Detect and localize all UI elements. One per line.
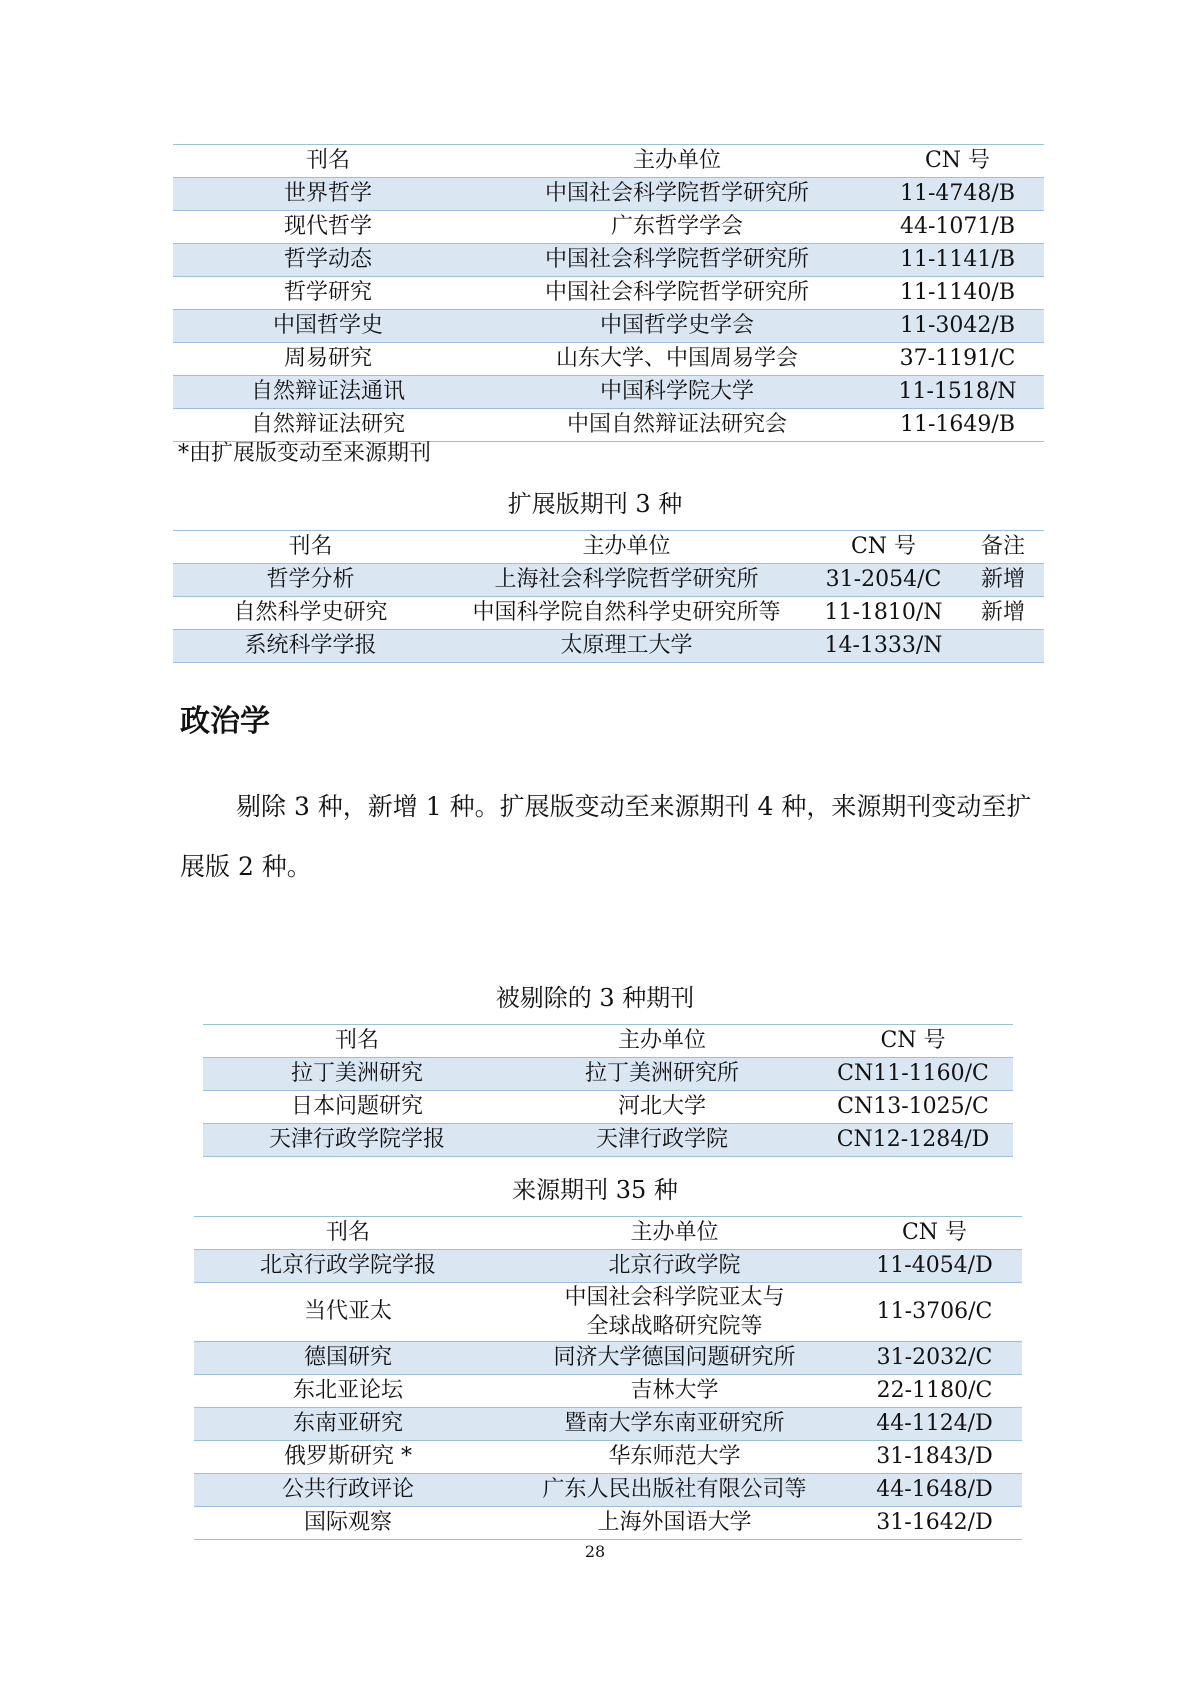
table-cell: 公共行政评论 bbox=[194, 1474, 502, 1507]
table-cell: 自然科学史研究 bbox=[233, 600, 388, 625]
table-note: *由扩展版变动至来源期刊 bbox=[178, 441, 432, 466]
table-cell: 太原理工大学 bbox=[448, 630, 805, 663]
table-cell: 37-1191/C bbox=[899, 346, 1016, 371]
table-cell: 山东大学、中国周易学会 bbox=[555, 346, 798, 371]
table-cell: 俄罗斯研究 * bbox=[284, 1444, 412, 1469]
column-header: CN 号 bbox=[924, 148, 991, 173]
table-cell: 北京行政学院 bbox=[502, 1250, 847, 1283]
table-row bbox=[173, 630, 1044, 663]
table-cell: 中国社会科学院哲学研究所 bbox=[483, 244, 871, 277]
column-header: 主办单位 bbox=[617, 1028, 706, 1053]
table-cell: 11-1810/N bbox=[824, 600, 943, 625]
philosophy-source-table bbox=[173, 144, 1044, 442]
journal-table bbox=[173, 530, 1044, 663]
table-cell: 拉丁美洲研究 bbox=[203, 1058, 511, 1091]
table-cell: 天津行政学院学报 bbox=[203, 1124, 511, 1157]
table-cell: 德国研究 bbox=[194, 1342, 502, 1375]
table-row bbox=[194, 1342, 1022, 1375]
table-row bbox=[194, 1441, 1022, 1474]
table-row bbox=[194, 1474, 1022, 1507]
table-cell: 11-3042/B bbox=[871, 310, 1044, 343]
table-cell: 中国哲学史 bbox=[173, 310, 483, 343]
column-header: 主办单位 bbox=[632, 148, 721, 173]
table-cell: 11-4748/B bbox=[871, 178, 1044, 211]
table-cell: CN13-1025/C bbox=[837, 1094, 989, 1119]
table-cell: 11-1649/B bbox=[900, 412, 1015, 437]
table-cell: 31-1642/D bbox=[876, 1510, 993, 1535]
table-cell: 自然辩证法研究 bbox=[250, 412, 405, 437]
table-cell: 11-1518/N bbox=[871, 376, 1044, 409]
table-row bbox=[173, 597, 1044, 630]
table-cell: 哲学动态 bbox=[173, 244, 483, 277]
table-cell: CN12-1284/D bbox=[813, 1124, 1013, 1157]
table-cell: 华东师范大学 bbox=[608, 1444, 741, 1469]
table-cell: 系统科学学报 bbox=[173, 630, 448, 663]
table-row bbox=[173, 310, 1044, 343]
table-row bbox=[203, 1124, 1013, 1157]
table-cell: 周易研究 bbox=[283, 346, 372, 371]
section-paragraph: 剔除 3 种，新增 1 种。扩展版变动至来源期刊 4 种，来源期刊变动至扩展版 2 种。 bbox=[180, 792, 1032, 881]
table-row bbox=[203, 1058, 1013, 1091]
table-cell: 新增 bbox=[962, 564, 1044, 597]
journal-table bbox=[203, 1024, 1013, 1157]
column-header: 主办单位 bbox=[630, 1220, 719, 1245]
table-cell: 11-1140/B bbox=[900, 280, 1015, 305]
table-row bbox=[173, 178, 1044, 211]
table-cell: 14-1333/N bbox=[805, 630, 962, 663]
table-cell: 44-1071/B bbox=[900, 214, 1015, 239]
table-cell: 中国社会科学院亚太与 全球战略研究院等 bbox=[564, 1285, 785, 1339]
table-cell: 现代哲学 bbox=[283, 214, 372, 239]
table-cell: 日本问题研究 bbox=[290, 1094, 423, 1119]
table-cell: 11-4054/D bbox=[847, 1250, 1022, 1283]
table-cell: 31-2054/C bbox=[805, 564, 962, 597]
table-row bbox=[173, 564, 1044, 597]
table-cell: 31-1843/D bbox=[876, 1444, 993, 1469]
table-cell: 天津行政学院 bbox=[511, 1124, 813, 1157]
column-header: 刊名 bbox=[325, 1220, 370, 1245]
philosophy-extended-table bbox=[173, 530, 1044, 663]
column-header: CN 号 bbox=[901, 1220, 968, 1245]
table-cell bbox=[962, 630, 1044, 663]
table-cell: 哲学研究 bbox=[283, 280, 372, 305]
column-header: 主办单位 bbox=[582, 534, 671, 559]
table-cell: 拉丁美洲研究所 bbox=[511, 1058, 813, 1091]
table-cell: 东北亚论坛 bbox=[292, 1378, 403, 1403]
table-cell: 中国自然辩证法研究会 bbox=[566, 412, 787, 437]
table-row bbox=[173, 277, 1044, 310]
page-number: 28 bbox=[584, 1542, 606, 1561]
table-header-row bbox=[173, 145, 1044, 178]
table-cell: 中国哲学史学会 bbox=[483, 310, 871, 343]
section-heading: 政治学 bbox=[180, 704, 270, 739]
table-header-row bbox=[203, 1025, 1013, 1058]
table-cell: 31-2032/C bbox=[847, 1342, 1022, 1375]
table-cell: 44-1648/D bbox=[847, 1474, 1022, 1507]
column-header: CN 号 bbox=[880, 1028, 946, 1053]
table-cell: 中国科学院大学 bbox=[483, 376, 871, 409]
column-header: 备注 bbox=[980, 534, 1025, 559]
table-cell: 上海社会科学院哲学研究所 bbox=[448, 564, 805, 597]
table-cell: 44-1124/D bbox=[847, 1408, 1022, 1441]
column-header: 刊名 bbox=[305, 148, 350, 173]
table-cell: 同济大学德国问题研究所 bbox=[502, 1342, 847, 1375]
table-row bbox=[173, 211, 1044, 244]
table-cell: 当代亚太 bbox=[303, 1299, 392, 1324]
table-cell: 中国科学院自然科学史研究所等 bbox=[472, 600, 781, 625]
table-cell: 广东哲学学会 bbox=[610, 214, 743, 239]
table-cell: CN11-1160/C bbox=[813, 1058, 1013, 1091]
table-row bbox=[173, 376, 1044, 409]
table-cell: 东南亚研究 bbox=[194, 1408, 502, 1441]
table-cell: 国际观察 bbox=[303, 1510, 392, 1535]
journal-table bbox=[194, 1216, 1022, 1540]
table-cell: 哲学分析 bbox=[173, 564, 448, 597]
table-row bbox=[194, 1375, 1022, 1408]
politics-source-table bbox=[194, 1216, 1022, 1540]
column-header: 刊名 bbox=[288, 534, 333, 559]
table-cell: 河北大学 bbox=[617, 1094, 706, 1119]
table-row bbox=[203, 1091, 1013, 1124]
table-caption: 来源期刊 35 种 bbox=[512, 1176, 678, 1204]
table-caption: 扩展版期刊 3 种 bbox=[507, 490, 683, 518]
column-header: CN 号 bbox=[850, 534, 917, 559]
table-row bbox=[194, 1408, 1022, 1441]
table-cell: 中国社会科学院哲学研究所 bbox=[483, 178, 871, 211]
table-row bbox=[194, 1507, 1022, 1540]
table-row bbox=[173, 343, 1044, 376]
table-header-row bbox=[173, 531, 1044, 564]
politics-removed-table bbox=[203, 1024, 1013, 1157]
table-cell: 吉林大学 bbox=[630, 1378, 719, 1403]
table-cell: 自然辩证法通讯 bbox=[173, 376, 483, 409]
table-cell: 11-1141/B bbox=[871, 244, 1044, 277]
table-cell: 暨南大学东南亚研究所 bbox=[502, 1408, 847, 1441]
table-row bbox=[194, 1250, 1022, 1283]
table-cell: 11-3706/C bbox=[876, 1299, 993, 1324]
table-cell: 世界哲学 bbox=[173, 178, 483, 211]
table-cell: 上海外国语大学 bbox=[597, 1510, 752, 1535]
column-header: 刊名 bbox=[334, 1028, 379, 1053]
journal-table bbox=[173, 144, 1044, 442]
table-cell: 北京行政学院学报 bbox=[194, 1250, 502, 1283]
table-cell: 广东人民出版社有限公司等 bbox=[502, 1474, 847, 1507]
table-cell: 中国社会科学院哲学研究所 bbox=[544, 280, 809, 305]
table-cell: 22-1180/C bbox=[876, 1378, 993, 1403]
table-row bbox=[173, 244, 1044, 277]
table-row bbox=[194, 1283, 1022, 1342]
table-caption: 被剔除的 3 种期刊 bbox=[495, 984, 695, 1012]
table-cell: 新增 bbox=[980, 600, 1025, 625]
table-header-row bbox=[194, 1217, 1022, 1250]
